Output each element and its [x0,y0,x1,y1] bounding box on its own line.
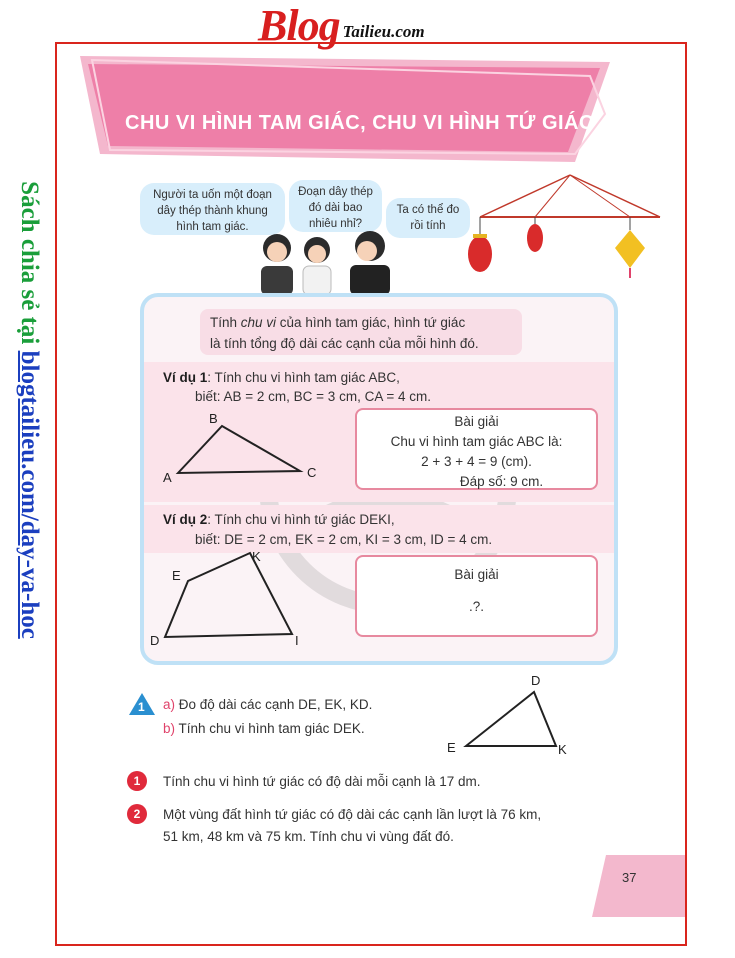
logo-blog-text: Blog [258,1,340,50]
example-2-given: biết: DE = 2 cm, EK = 2 cm, KI = 3 cm, ID = 4 cm. [195,532,493,547]
vertex-label-a1: A [163,470,172,485]
logo-site-text: Tailieu.com [342,22,425,41]
practice-item-b: b) Tính chu vi hình tam giác DEK. [163,721,365,736]
exercise-1-badge: 1 [127,771,147,791]
page-number-tab [592,855,685,917]
definition-box [200,309,522,355]
example-1-given: biết: AB = 2 cm, BC = 3 cm, CA = 4 cm. [195,389,431,404]
vertex-label-e3: E [447,740,456,755]
solution-heading: Bài giải [454,414,499,429]
solution-line: Chu vi hình tam giác ABC là: [390,434,563,449]
side-text-link[interactable]: blogtailieu.com/day-va-hoc [16,350,43,639]
example-1-title: Ví dụ 1: Tính chu vi hình tam giác ABC, [163,370,400,385]
vertex-label-b1: B [209,411,218,426]
practice-item-a: a) Đo độ dài các cạnh DE, EK, KD. [163,697,373,712]
practice-badge-number: 1 [138,700,145,714]
definition-line-1: Tính chu vi của hình tam giác, hình tứ giác [210,315,466,330]
quadrilateral-deki [160,548,300,640]
vertex-label-k3: K [558,742,567,757]
example-2-solution [355,555,598,637]
vertex-label-d3: D [531,673,541,688]
vertex-label-e2: E [172,568,181,583]
exercise-2-badge: 2 [127,804,147,824]
definition-line-2: là tính tổng độ dài các cạnh của mỗi hình đó. [210,336,479,351]
solution-line: 2 + 3 + 4 = 9 (cm). [421,454,532,469]
lanterns-illustration [465,172,670,282]
solution-heading: Bài giải [454,567,499,582]
vertex-label-i2: I [295,633,299,648]
definition-emphasis: chu vi [240,315,277,330]
speech-bubble-1: Người ta uốn một đoạn dây thép thành khung hình tam giác. [140,183,285,235]
exercise-1-text: Tính chu vi hình tứ giác có độ dài mỗi cạnh là 17 dm. [163,774,481,789]
vertex-label-d2: D [150,633,160,648]
example-1-solution [355,408,598,490]
solution-answer: Đáp số: 9 cm. [459,474,544,489]
children-illustration [245,230,405,295]
speech-bubble-3: Ta có thể đo rồi tính [386,198,470,238]
triangle-abc [170,420,310,480]
side-watermark-text [12,100,46,720]
side-text-prefix: Sách chia sẻ tại [16,181,43,351]
exercise-2-line-1: Một vùng đất hình tứ giác có độ dài các cạnh lần lượt là 76 km, [163,807,542,822]
triangle-dek [462,688,560,750]
example-2-title: Ví dụ 2: Tính chu vi hình tứ giác DEKI, [163,512,395,527]
page-title: CHU VI HÌNH TAM GIÁC, CHU VI HÌNH TỨ GIÁC [125,112,594,134]
speech-bubble-2: Đoạn dây thép đó dài bao nhiêu nhỉ? [289,180,382,232]
vertex-label-k2: K [252,549,261,564]
solution-placeholder: .?. [468,599,484,614]
vertex-label-c1: C [307,465,317,480]
exercise-2-line-2: 51 km, 48 km và 75 km. Tính chu vi vùng đất đó. [163,829,454,844]
page-number: 37 [622,870,637,885]
